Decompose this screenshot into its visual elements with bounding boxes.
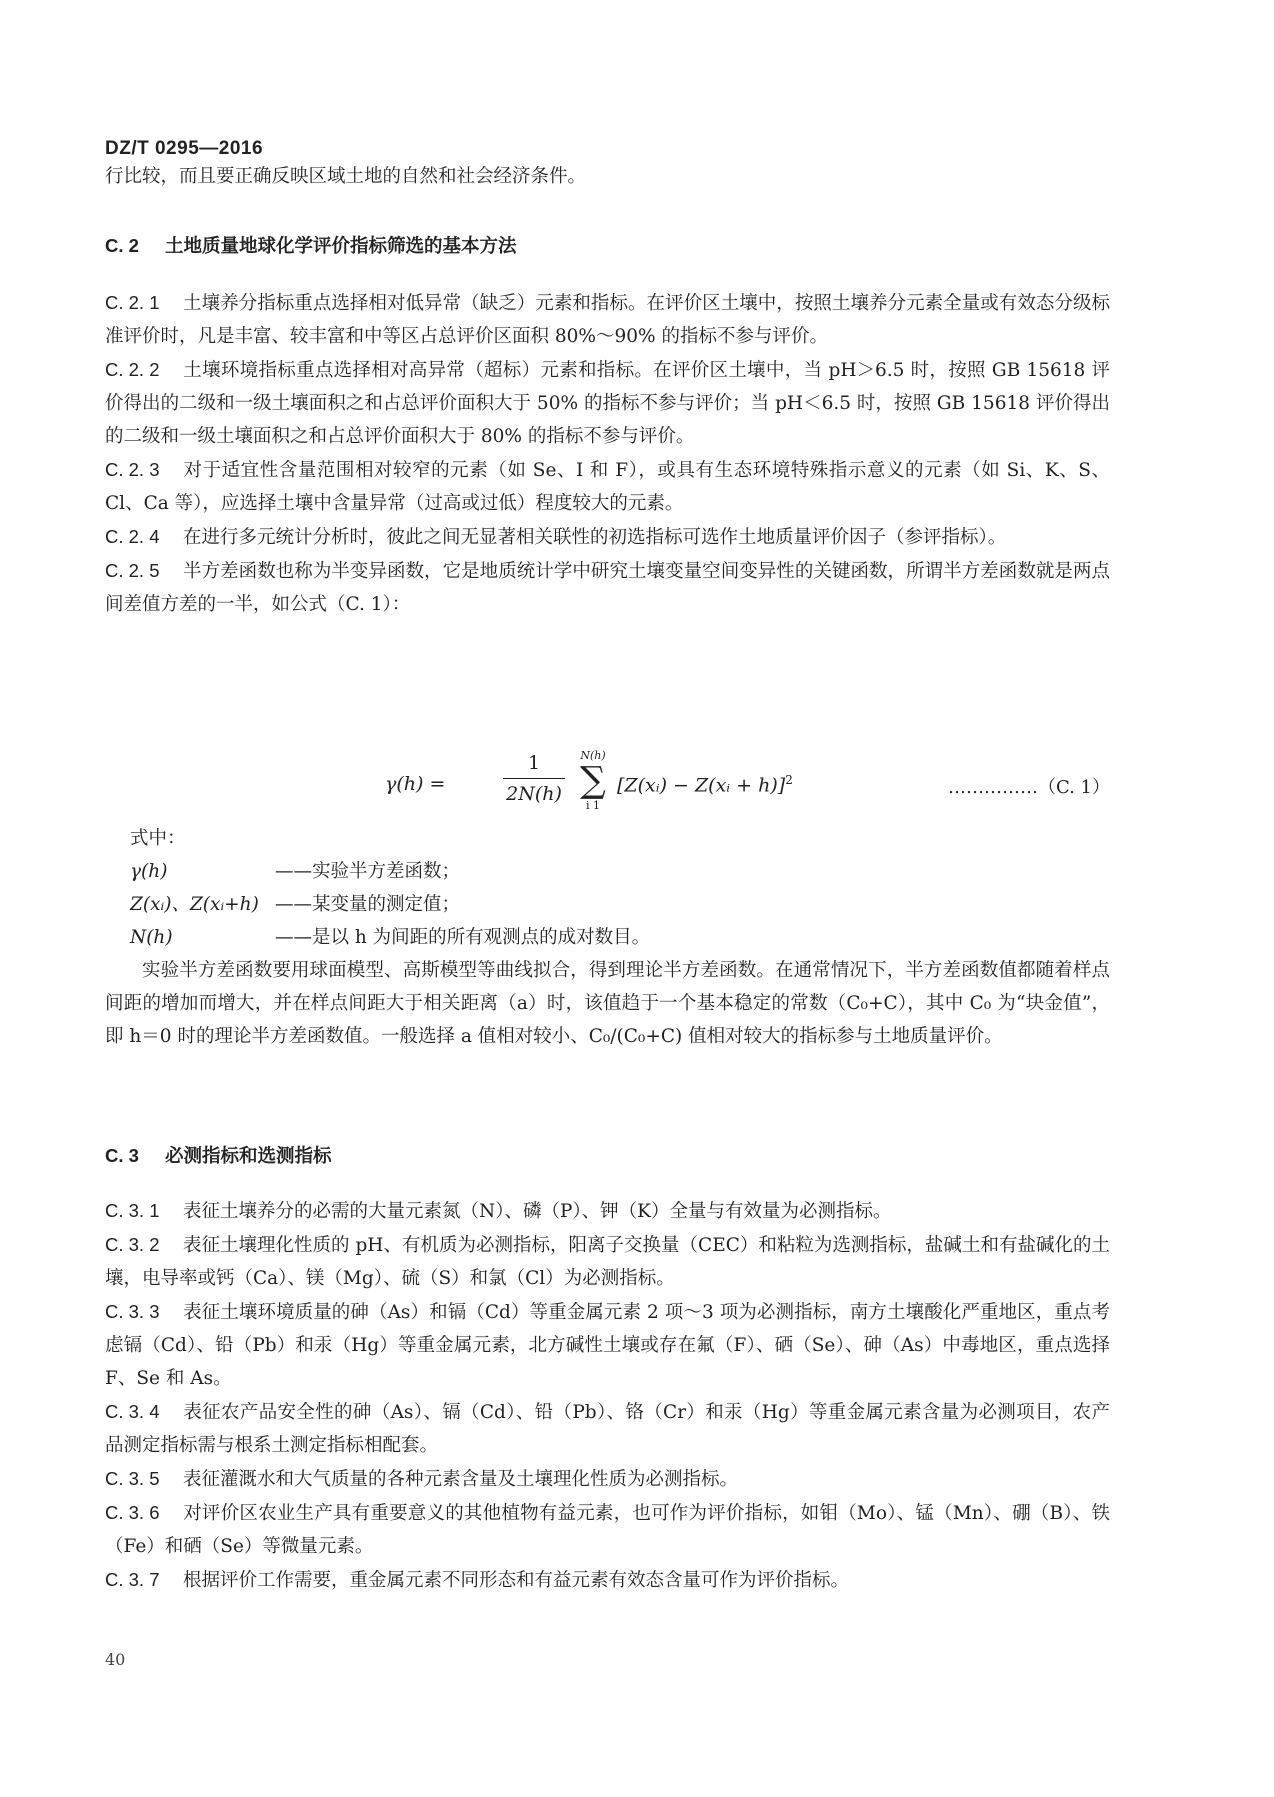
clause-c3-5	[105, 1462, 1110, 1496]
where-definition: ——是以 h 为间距的所有观测点的成对数目。	[275, 927, 651, 948]
clause-text: 表征土壤理化性质的 pH、有机质为必测指标，阳离子交换量（CEC）和粘粒为选测指标，盐碱土和有盐碱化的土壤，电导率或钙（Ca）、镁（Mg）、硫（S）和氯（Cl）为必测指标。	[105, 1235, 1110, 1289]
clause-c3-2	[105, 1228, 1110, 1295]
formula-lhs: γ(h) =	[385, 773, 446, 795]
clause-text: 土壤养分指标重点选择相对低异常（缺乏）元素和指标。在评价区土壤中，按照土壤养分元素全量或有效态分级标准评价时，凡是丰富、较丰富和中等区占总评价区面积 80%～90% 的指标不参与评价。	[105, 293, 1110, 347]
clause-number: C. 3. 1	[105, 1200, 160, 1221]
followup-paragraph: 实验半方差函数要用球面模型、高斯模型等曲线拟合，得到理论半方差函数。在通常情况下，半方差函数值都随着样点间距的增加而增大，并在样点间距大于相关距离（a）时，该值趋于一个基本稳定的常数（C₀+C），其中 C₀ 为“块金值”，即 h＝0 时的理论半方差函数值。一般选择 a 值相对较小、C₀/(C₀+C) 值相对较大的指标参与土地质量评价。	[105, 960, 1110, 1047]
clause-number: C. 2. 4	[105, 526, 160, 547]
clause-c3-4	[105, 1395, 1110, 1462]
clause-number: C. 3. 6	[105, 1502, 160, 1523]
sum-lower-limit: i 1	[585, 799, 600, 812]
where-symbol: Z(xᵢ)、Z(xᵢ+h)	[130, 894, 259, 915]
clause-text: 表征土壤环境质量的砷（As）和镉（Cd）等重金属元素 2 项～3 项为必测指标，南方土壤酸化严重地区，重点考虑镉（Cd）、铅（Pb）和汞（Hg）等重金属元素，北方碱性土壤或存在氟（F）、硒（Se）、砷（As）中毒地区，重点选择 F、Se 和 As。	[105, 1302, 1110, 1389]
clause-text: 半方差函数也称为半变异函数，它是地质统计学中研究土壤变量空间变异性的关键函数，所谓半方差函数就是两点间差值方差的一半，如公式（C. 1）：	[105, 561, 1110, 615]
where-title-row	[130, 822, 186, 855]
clause-c2-3	[105, 453, 1110, 520]
section-title: 必测指标和选测指标	[165, 1145, 332, 1166]
clause-text: 表征农产品安全性的砷（As）、镉（Cd）、铅（Pb）、铬（Cr）和汞（Hg）等重金属元素含量为必测项目，农产品测定指标需与根系土测定指标相配套。	[105, 1402, 1110, 1456]
section-number: C. 3	[105, 1145, 139, 1166]
clause-c2-1	[105, 286, 1110, 353]
section-number: C. 2	[105, 235, 139, 256]
formula-fraction	[503, 750, 565, 807]
where-definition: ——实验半方差函数；	[275, 861, 461, 882]
clause-c2-5	[105, 554, 1110, 621]
section-title: 土地质量地球化学评价指标筛选的基本方法	[165, 235, 517, 256]
clause-c3-6	[105, 1496, 1110, 1563]
where-block	[130, 822, 651, 954]
clause-number: C. 2. 2	[105, 359, 160, 380]
clause-c2-4	[105, 520, 1110, 554]
clause-text: 对于适宜性含量范围相对较窄的元素（如 Se、I 和 F），或具有生态环境特殊指示意义的元素（如 Si、K、S、Cl、Ca 等），应选择土壤中含量异常（过高或过低）程度较大的元素。	[105, 460, 1110, 514]
clause-number: C. 3. 3	[105, 1301, 160, 1322]
clause-number: C. 2. 5	[105, 560, 160, 581]
intro-paragraph: 行比较，而且要正确反映区域土地的自然和社会经济条件。	[105, 166, 587, 187]
clause-c3-3	[105, 1295, 1110, 1395]
fraction-bar	[503, 778, 565, 779]
formula-exponent: 2	[785, 773, 793, 787]
formula-bracket-expression: [Z(xᵢ) − Z(xᵢ + h)]	[617, 774, 786, 797]
clause-text: 对评价区农业生产具有重要意义的其他植物有益元素，也可作为评价指标，如钼（Mo）、锰（Mn）、硼（B）、铁（Fe）和硒（Se）等微量元素。	[105, 1503, 1110, 1557]
where-item	[130, 855, 461, 888]
clause-c2-2	[105, 353, 1110, 453]
section-heading-c3	[105, 1142, 332, 1168]
where-title: 式中：	[130, 828, 186, 849]
clause-number: C. 3. 4	[105, 1401, 160, 1422]
where-symbol: N(h)	[130, 927, 173, 948]
clause-c3-1	[105, 1194, 1110, 1228]
section-c2-clauses	[105, 286, 1110, 621]
clause-number: C. 2. 1	[105, 292, 160, 313]
clause-number: C. 2. 3	[105, 459, 160, 480]
sum-upper-limit: N(h)	[580, 749, 606, 762]
equation-label: ……………（C. 1）	[947, 777, 1110, 798]
where-definition: ——某变量的测定值；	[275, 894, 461, 915]
fraction-numerator: 1	[527, 752, 541, 774]
clause-text: 土壤环境指标重点选择相对高异常（超标）元素和指标。在评价区土壤中，当 pH＞6.5 时，按照 GB 15618 评价得出的二级和一级土壤面积之和占总评价面积大于 50% 的指标不参与评价；当 pH＜6.5 时，按照 GB 15618 评价得出的二级和一级土壤面积之和占总评价面积大于 80% 的指标不参与评价。	[105, 360, 1110, 447]
clause-text: 表征灌溉水和大气质量的各种元素含量及土壤理化性质为必测指标。	[183, 1469, 739, 1490]
sigma-symbol: ∑	[580, 760, 606, 801]
standard-code: DZ/T 0295—2016	[105, 138, 264, 159]
fraction-denominator: 2N(h)	[506, 783, 562, 805]
clause-number: C. 3. 2	[105, 1234, 160, 1255]
page-number: 40	[105, 1650, 126, 1669]
section-heading-c2	[105, 232, 517, 258]
section-c3-clauses	[105, 1194, 1110, 1597]
clause-text: 表征土壤养分的必需的大量元素氮（N）、磷（P）、钾（K）全量与有效量为必测指标。	[183, 1201, 892, 1222]
where-symbol: γ(h)	[130, 861, 168, 882]
where-item	[130, 888, 461, 921]
clause-text: 根据评价工作需要，重金属元素不同形态和有益元素有效态含量可作为评价指标。	[183, 1570, 850, 1591]
summation	[575, 750, 611, 812]
clause-number: C. 3. 5	[105, 1468, 160, 1489]
formula-body	[617, 773, 793, 796]
where-item	[130, 921, 651, 954]
clause-c3-7	[105, 1563, 1110, 1597]
clause-number: C. 3. 7	[105, 1569, 160, 1590]
clause-text: 在进行多元统计分析时，彼此之间无显著相关联性的初选指标可选作土地质量评价因子（参评指标）。	[183, 527, 1007, 548]
formula-c1	[105, 740, 1110, 830]
